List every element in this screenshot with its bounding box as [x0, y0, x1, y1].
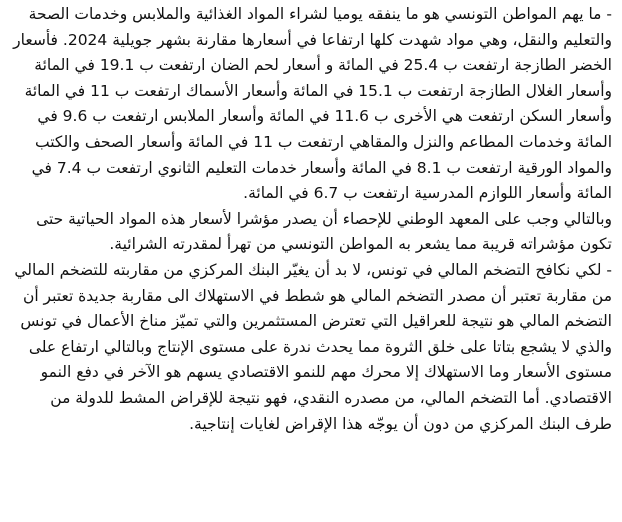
paragraph-statistics-institute: وبالتالي وجب على المعهد الوطني للإحصاء أن يصدر مؤشرا لأسعار هذه المواد الحياتية حتى تكون مؤشراته قريبة مما يشعر به المواطن التونسي من تهرأ لمقدرته الشرائية.	[36, 209, 612, 254]
paragraph-prices: - ما يهم المواطن التونسي هو ما ينفقه يوميا لشراء المواد الغذائية والملابس وخدمات الصحة والتعليم والنقل، وهي مواد شهدت كلها ارتفاعا في أسعارها مقارنة بشهر جويلية 2024. فأسعار الخضر الطازجة ارتفعت ب 25.4 في المائة و أسعار لحم الضان ارتفعت ب 19.1 في المائة وأسعار الغلال الطازجة ارتفعت ب 15.1 في المائة وأسعار الأسماك ارتفعت ب 11 في المائة وأسعار السكن ارتفعت هي الأخرى ب 11.6 في المائة وأسعار الملابس ارتفعت ب 9.6 في المائة وخدمات المطاعم والنزل والمقاهي ارتفعت ب 11 في المائة وأسعار الصحف والكتب والمواد الورقية ارتفعت ب 8.1 في المائة وأسعار خدمات التعليم الثانوي ارتفعت ب 7.4 في المائة وأسعار اللوازم المدرسية ارتفعت ب 6.7 في المائة.	[13, 5, 612, 203]
article-body	[10, 2, 612, 437]
paragraph-central-bank: - لكي نكافح التضخم المالي في تونس، لا بد أن يغيّر البنك المركزي من مقاربته للتضخم المالي من مقاربة تعتبر أن مصدر التضخم المالي هو شطط في الاستهلاك الى مقاربة جديدة تعتبر أن التضخم المالي هو نتيجة للعراقيل التي تعترض المستثمرين والتي تميّز مناخ الأعمال في تونس والذي لا يشجع بتاتا على خلق الثروة مما يحدث ندرة على مستوى الإنتاج وبالتالي ارتفاع على مستوى الأسعار وما الاستهلاك إلا محرك مهم للنمو الاقتصادي يسهم هو الآخر في دفع النمو الاقتصادي. أما التضخم المالي، من مصدره النقدي، فهو نتيجة للإقراض المشط للدولة من طرف البنك المركزي من دون أن يوجّه هذا الإقراض لغايات إنتاجية.	[14, 260, 612, 433]
